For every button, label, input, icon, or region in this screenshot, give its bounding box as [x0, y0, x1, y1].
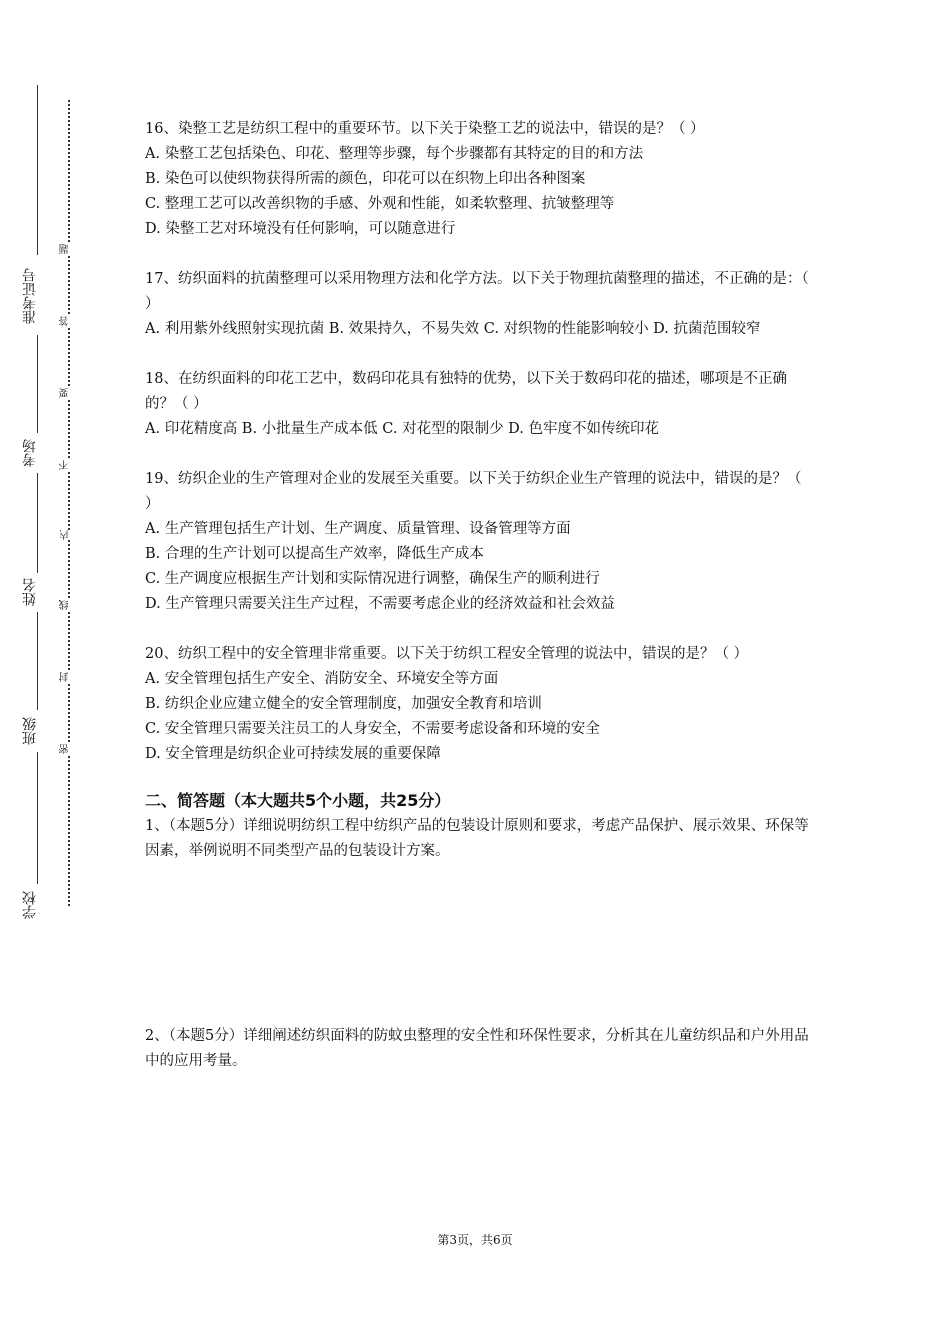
option: C. 整理工艺可以改善织物的手感、外观和性能，如柔软整理、抗皱整理等	[145, 196, 615, 212]
option: B. 合理的生产计划可以提高生产效率，降低生产成本	[145, 546, 484, 562]
short-answer-2	[145, 1024, 810, 1074]
binding-line	[37, 473, 38, 573]
binding-label-exam-id: 准考证号	[22, 268, 38, 324]
binding-line	[37, 752, 38, 884]
binding-line	[37, 335, 38, 433]
question-16	[145, 117, 810, 242]
binding-label-class: 班级	[22, 717, 38, 745]
option: B. 纺织企业应建立健全的安全管理制度，加强安全教育和培训	[145, 696, 542, 712]
binding-line	[37, 612, 38, 710]
question-stem: 16、染整工艺是纺织工程中的重要环节。以下关于染整工艺的说法中，错误的是？（ ）	[145, 121, 705, 137]
option: A. 染整工艺包括染色、印花、整理等步骤，每个步骤都有其特定的目的和方法	[145, 146, 644, 162]
seal-char: 不	[60, 460, 76, 470]
seal-char: 题	[60, 244, 76, 254]
option: C. 安全管理只需要关注员工的人身安全，不需要考虑设备和环境的安全	[145, 721, 600, 737]
section-title: 二、简答题（本大题共5个小题，共25分）	[145, 791, 451, 810]
option: D. 生产管理只需要关注生产过程，不需要考虑企业的经济效益和社会效益	[145, 596, 615, 612]
binding-label-exam-room: 考场	[22, 439, 38, 467]
question-stem: 18、在纺织面料的印花工艺中，数码印花具有独特的优势，以下关于数码印花的描述，哪项是不正确的？（ ）	[145, 371, 787, 412]
seal-dotted-line	[68, 100, 70, 906]
option: A. 印花精度高 B. 小批量生产成本低 C. 对花型的限制少 D. 色牢度不如传统印花	[145, 421, 660, 437]
short-answer-1	[145, 814, 810, 864]
seal-char: 线	[60, 600, 76, 610]
seal-char: 内	[60, 530, 76, 540]
seal-char: 答	[60, 316, 76, 326]
option: A. 安全管理包括生产安全、消防安全、环境安全等方面	[145, 671, 499, 687]
binding-label-name: 姓名	[22, 578, 38, 606]
option: D. 安全管理是纺织企业可持续发展的重要保障	[145, 746, 441, 762]
question-stem: 20、纺织工程中的安全管理非常重要。以下关于纺织工程安全管理的说法中，错误的是？（ ）	[145, 646, 749, 662]
binding-label-school: 学校	[22, 891, 38, 919]
seal-char: 要	[60, 388, 76, 398]
short-answer-prompt: 1、（本题5分）详细说明纺织工程中纺织产品的包装设计原则和要求，考虑产品保护、展示效果、环保等因素，举例说明不同类型产品的包装设计方案。	[145, 818, 809, 859]
option: A. 生产管理包括生产计划、生产调度、质量管理、设备管理等方面	[145, 521, 571, 537]
question-20	[145, 642, 810, 767]
question-stem: 19、纺织企业的生产管理对企业的发展至关重要。以下关于纺织企业生产管理的说法中，错误的是？（ ）	[145, 471, 802, 512]
question-19	[145, 467, 810, 617]
question-stem: 17、纺织面料的抗菌整理可以采用物理方法和化学方法。以下关于物理抗菌整理的描述，不正确的是：（ ）	[145, 271, 809, 312]
option: D. 染整工艺对环境没有任何影响，可以随意进行	[145, 221, 456, 237]
question-18	[145, 367, 810, 442]
seal-char: 封	[60, 672, 76, 682]
option: A. 利用紫外线照射实现抗菌 B. 效果持久，不易失效 C. 对织物的性能影响较小 D. 抗菌范围较窄	[145, 321, 761, 337]
option: B. 染色可以使织物获得所需的颜色，印花可以在织物上印出各种图案	[145, 171, 586, 187]
seal-char: 密	[60, 744, 76, 754]
page-number: 第3页，共6页	[437, 1233, 513, 1247]
binding-line	[37, 85, 38, 255]
question-17	[145, 267, 810, 342]
option: C. 生产调度应根据生产计划和实际情况进行调整，确保生产的顺利进行	[145, 571, 600, 587]
short-answer-prompt: 2、（本题5分）详细阐述纺织面料的防蚊虫整理的安全性和环保性要求，分析其在儿童纺织品和户外用品中的应用考量。	[145, 1028, 809, 1069]
exam-content	[145, 117, 810, 1074]
